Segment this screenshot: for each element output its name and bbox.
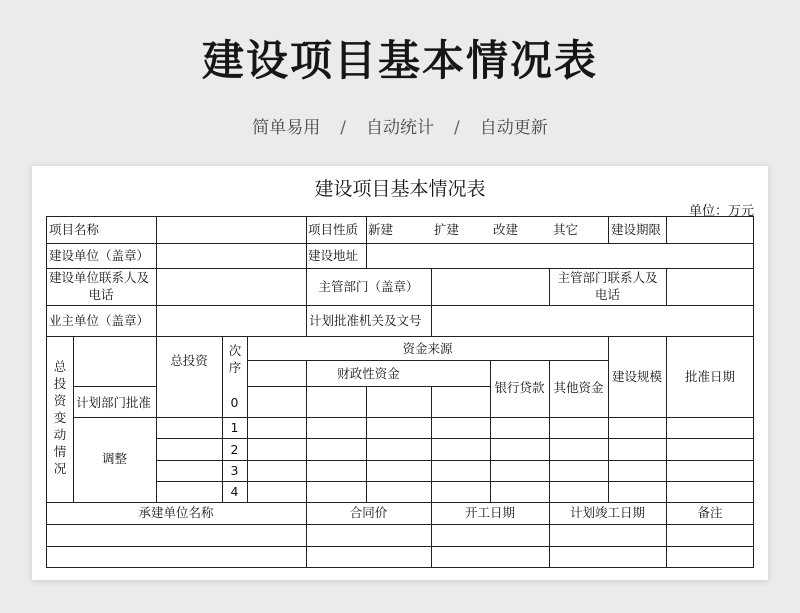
label-build-scale: 建设规模 [611,369,662,384]
label-approve-date: 批准日期 [684,369,735,384]
label-contract-price: 合同价 [349,505,388,520]
seq-number: 1 [230,420,239,435]
label-contact-line1: 建设单位联系人及 [49,270,150,285]
option-expand: 扩建 [434,222,460,237]
label-other-fund: 其他资金 [553,380,604,395]
label-adjust: 调整 [101,451,127,466]
label-remark: 备注 [697,505,723,520]
label-build-address: 建设地址 [308,248,359,263]
unit-label: 单位：万元 [688,204,754,219]
page-title: 建设项目基本情况表 [201,36,598,85]
form-sheet [32,166,768,580]
label-contractor: 承建单位名称 [138,505,214,520]
form-table [46,216,754,568]
label-dept: 主管部门（盖章） [318,279,419,294]
label-project-name: 项目名称 [49,222,100,237]
label-total-invest: 总投资 [170,353,208,368]
label-bank-loan: 银行贷款 [494,380,545,395]
option-new: 新建 [368,222,394,237]
tag-auto-update: 自动更新 [479,118,548,138]
label-dept-contact-line2: 电话 [594,287,620,302]
seq-number: 2 [230,442,239,457]
tag-auto-stats: 自动统计 [366,118,434,138]
label-plan-approve: 计划部门批准 [76,395,152,410]
tagline [0,113,800,138]
label-contact-line2: 电话 [88,287,114,302]
label-build-period: 建设期限 [611,222,662,237]
tag-separator: / [340,118,346,138]
seq-number: 0 [230,395,239,410]
tag-separator: / [454,118,460,138]
label-project-nature: 项目性质 [308,222,359,237]
label-start-date: 开工日期 [464,505,515,520]
label-owner-unit: 业主单位（盖章） [49,313,150,328]
label-dept-contact-line1: 主管部门联系人及 [557,270,658,285]
option-other: 其它 [553,222,579,237]
seq-number: 4 [230,484,239,499]
label-fiscal-fund: 财政性资金 [337,366,400,381]
label-build-unit: 建设单位（盖章） [49,248,150,263]
tag-easy: 简单易用 [252,118,321,138]
label-plan-org: 计划批准机关及文号 [309,313,422,328]
option-rebuild: 改建 [493,222,519,237]
seq-number: 3 [230,463,239,478]
label-invest-change: 总投资变动情况 [53,359,67,476]
label-finish-date: 计划竣工日期 [569,505,645,520]
label-fund-source: 资金来源 [402,341,453,356]
label-seq: 次序 [228,343,242,375]
form-title: 建设项目基本情况表 [314,178,486,200]
